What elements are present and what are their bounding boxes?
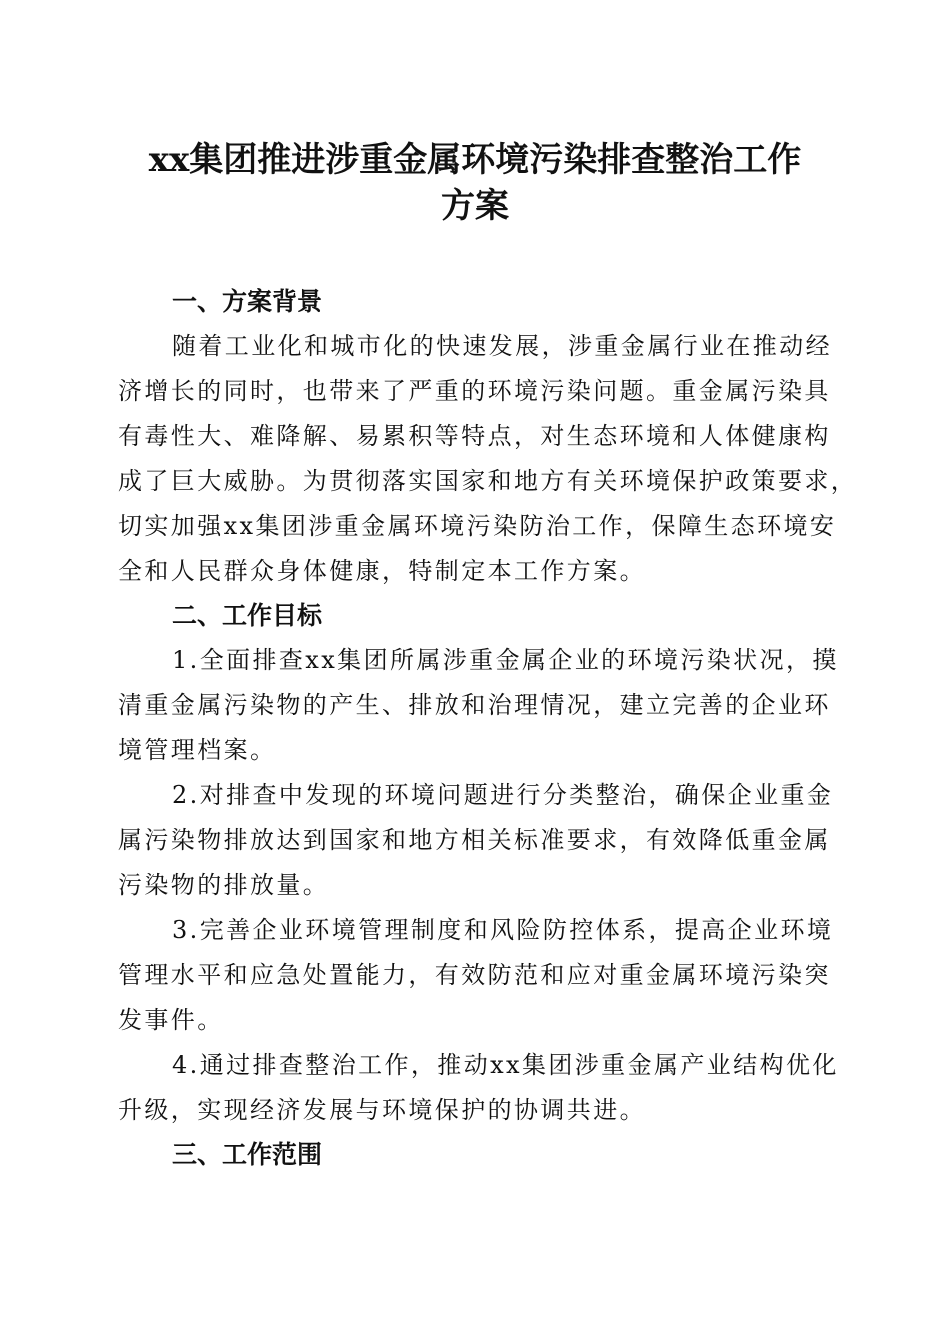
text-line: 有毒性大、难降解、易累积等特点，对生态环境和人体健康构 <box>118 422 831 450</box>
text-line: 属污染物排放达到国家和地方相关标准要求，有效降低重金属 <box>118 826 831 854</box>
document-body <box>118 280 858 1177</box>
paragraph-background <box>118 324 858 594</box>
text-line: 成了巨大威胁。为贯彻落实国家和地方有关环境保护政策要求， <box>118 467 858 495</box>
text-line: 4.通过排查整治工作，推动xx集团涉重金属产业结构优化 <box>172 1051 839 1079</box>
text-line: 境管理档案。 <box>118 736 277 764</box>
section-heading-background: 一、方案背景 <box>172 287 323 316</box>
document-title-line-2: 方案 <box>441 186 509 226</box>
text-line: 2.对排查中发现的环境问题进行分类整治，确保企业重金 <box>172 781 834 809</box>
section-heading-scope: 三、工作范围 <box>172 1140 323 1169</box>
text-line: 随着工业化和城市化的快速发展，涉重金属行业在推动经 <box>172 332 832 360</box>
goal-item-4 <box>118 1043 839 1133</box>
goal-item-2 <box>118 773 834 908</box>
text-line: 1.全面排查xx集团所属涉重金属企业的环境污染状况，摸 <box>172 646 839 674</box>
section-heading-goals: 二、工作目标 <box>172 601 323 630</box>
document-title-line-1: xx集团推进涉重金属环境污染排查整治工作 <box>148 140 802 180</box>
text-line: 管理水平和应急处置能力，有效防范和应对重金属环境污染突 <box>118 961 831 989</box>
text-line: 清重金属污染物的产生、排放和治理情况，建立完善的企业环 <box>118 691 831 719</box>
goal-item-3 <box>118 908 834 1043</box>
text-line: 济增长的同时，也带来了严重的环境污染问题。重金属污染具 <box>118 377 831 405</box>
text-line: 升级，实现经济发展与环境保护的协调共进。 <box>118 1096 646 1124</box>
text-line: 切实加强xx集团涉重金属环境污染防治工作，保障生态环境安 <box>118 512 837 540</box>
text-line: 3.完善企业环境管理制度和风险防控体系，提高企业环境 <box>172 916 834 944</box>
text-line: 发事件。 <box>118 1006 224 1034</box>
text-line: 全和人民群众身体健康，特制定本工作方案。 <box>118 557 646 585</box>
text-line: 污染物的排放量。 <box>118 871 330 899</box>
goal-item-1 <box>118 638 839 773</box>
